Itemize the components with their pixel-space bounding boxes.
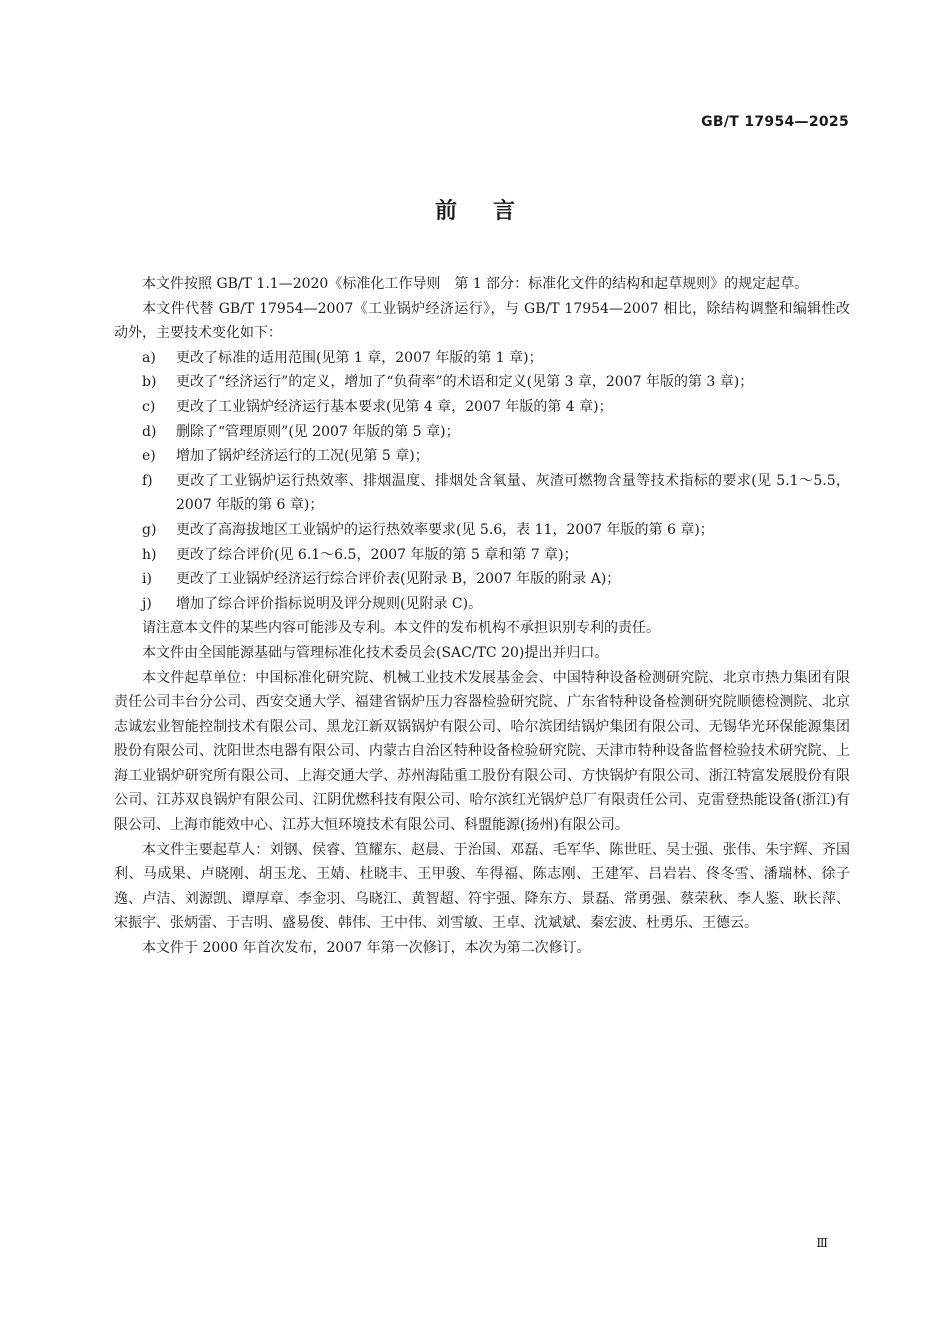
list-item-letter: h) <box>142 546 157 563</box>
list-item-letter: j) <box>142 595 152 612</box>
list-item <box>114 346 850 371</box>
paragraph-patent-notice: 请注意本文件的某些内容可能涉及专利。本文件的发布机构不承担识别专利的责任。 <box>142 620 660 637</box>
paragraph-drafting-rules: 本文件按照 GB/T 1.1—2020《标准化工作导则 第 1 部分：标准化文件的结构和起草规则》的规定起草。 <box>142 276 809 292</box>
list-item-letter: a) <box>142 349 156 366</box>
list-item <box>114 518 850 543</box>
list-item-text: 增加了锅炉经济运行的工况(见第 5 章)； <box>176 448 429 465</box>
list-item-text: 更改了工业锅炉经济运行综合评价表(见附录 B，2007 年版的附录 A)； <box>176 571 621 588</box>
paragraph-drafters: 本文件主要起草人：刘钢、侯睿、笪耀东、赵晨、于治国、邓磊、毛军华、陈世旺、吴士强、张伟、朱宇辉、齐国利、马成果、卢晓刚、胡玉龙、王婧、杜晓丰、王甲骏、车得福、陈志刚、王建军、吕岩岩、佟冬雪、潘瑞林、徐子逸、卢洁、刘源凯、谭厚章、李金羽、乌晓江、黄智超、符宇强、降东方、景磊、常勇强、蔡荣秋、李人鉴、耿长萍、宋振宇、张炳雷、于吉明、盛易俊、韩伟、王中伟、刘雪敏、王卓、沈斌斌、秦宏波、杜勇乐、王德云。 <box>114 841 850 932</box>
list-item <box>114 543 850 568</box>
list-item <box>114 444 850 469</box>
paragraph-drafting-units: 本文件起草单位：中国标准化研究院、机械工业技术发展基金会、中国特种设备检测研究院、北京市热力集团有限责任公司丰台分公司、西安交通大学、福建省锅炉压力容器检验研究院、广东省特种设备检测研究院顺德检测院、北京志诚宏业智能控制技术有限公司、黑龙江新双锅锅炉有限公司、哈尔滨团结锅炉集团有限公司、无锡华光环保能源集团股份有限公司、沈阳世杰电器有限公司、内蒙古自治区特种设备检验研究院、天津市特种设备监督检验技术研究院、上海工业锅炉研究所有限公司、上海交通大学、苏州海陆重工股份有限公司、方快锅炉有限公司、浙江特富发展股份有限公司、江苏双良锅炉有限公司、江阴优燃科技有限公司、哈尔滨红光锅炉总厂有限责任公司、克雷登热能设备(浙江)有限公司、上海市能效中心、江苏大恒环境技术有限公司、科盟能源(扬州)有限公司。 <box>114 669 850 834</box>
paragraph-history: 本文件于 2000 年首次发布，2007 年第一次修订，本次为第二次修订。 <box>142 940 591 957</box>
list-item <box>114 395 850 420</box>
list-item <box>114 420 850 445</box>
paragraph-replacement: 本文件代替 GB/T 17954—2007《工业锅炉经济运行》，与 GB/T 17954—2007 相比，除结构调整和编辑性改动外，主要技术变化如下： <box>114 300 850 342</box>
changes-list <box>114 346 850 617</box>
list-item-text: 更改了高海拔地区工业锅炉的运行热效率要求(见 5.6，表 11，2007 年版的第 6 章)； <box>176 521 714 538</box>
list-item-text: 更改了工业锅炉经济运行基本要求(见第 4 章，2007 年版的第 4 章)； <box>176 398 613 415</box>
list-item-text: 删除了“管理原则”(见 2007 年版的第 5 章)； <box>176 423 460 440</box>
list-item-letter: d) <box>142 423 157 440</box>
list-item <box>114 567 850 592</box>
list-item-text: 更改了标准的适用范围(见第 1 章，2007 年版的第 1 章)； <box>176 349 543 366</box>
list-item-text: 更改了综合评价(见 6.1～6.5，2007 年版的第 5 章和第 7 章)； <box>176 546 578 563</box>
list-item-letter: f) <box>142 472 153 489</box>
list-item-letter: i) <box>142 571 152 588</box>
list-item <box>114 370 850 395</box>
list-item-text: 更改了“经济运行”的定义，增加了“负荷率”的术语和定义(见第 3 章，2007 年版的第 3 章)； <box>176 374 754 391</box>
list-item <box>114 469 850 518</box>
page-title: 前言 <box>434 199 551 224</box>
list-item-text: 更改了工业锅炉运行热效率、排烟温度、排烟处含氧量、灰渣可燃物含量等技术指标的要求(见 5.1～5.5，2007 年版的第 6 章)； <box>176 472 850 514</box>
standard-code: GB/T 17954—2025 <box>701 114 849 130</box>
list-item-letter: g) <box>142 521 157 538</box>
list-item <box>114 592 850 617</box>
paragraph-proposer: 本文件由全国能源基础与管理标准化技术委员会(SAC/TC 20)提出并归口。 <box>142 644 609 661</box>
list-item-letter: c) <box>142 398 156 415</box>
page-number: Ⅲ <box>816 1236 828 1250</box>
list-item-letter: b) <box>142 374 157 391</box>
list-item-text: 增加了综合评价指标说明及评分规则(见附录 C)。 <box>176 595 483 612</box>
foreword-body <box>114 272 850 961</box>
list-item-letter: e) <box>142 448 156 465</box>
